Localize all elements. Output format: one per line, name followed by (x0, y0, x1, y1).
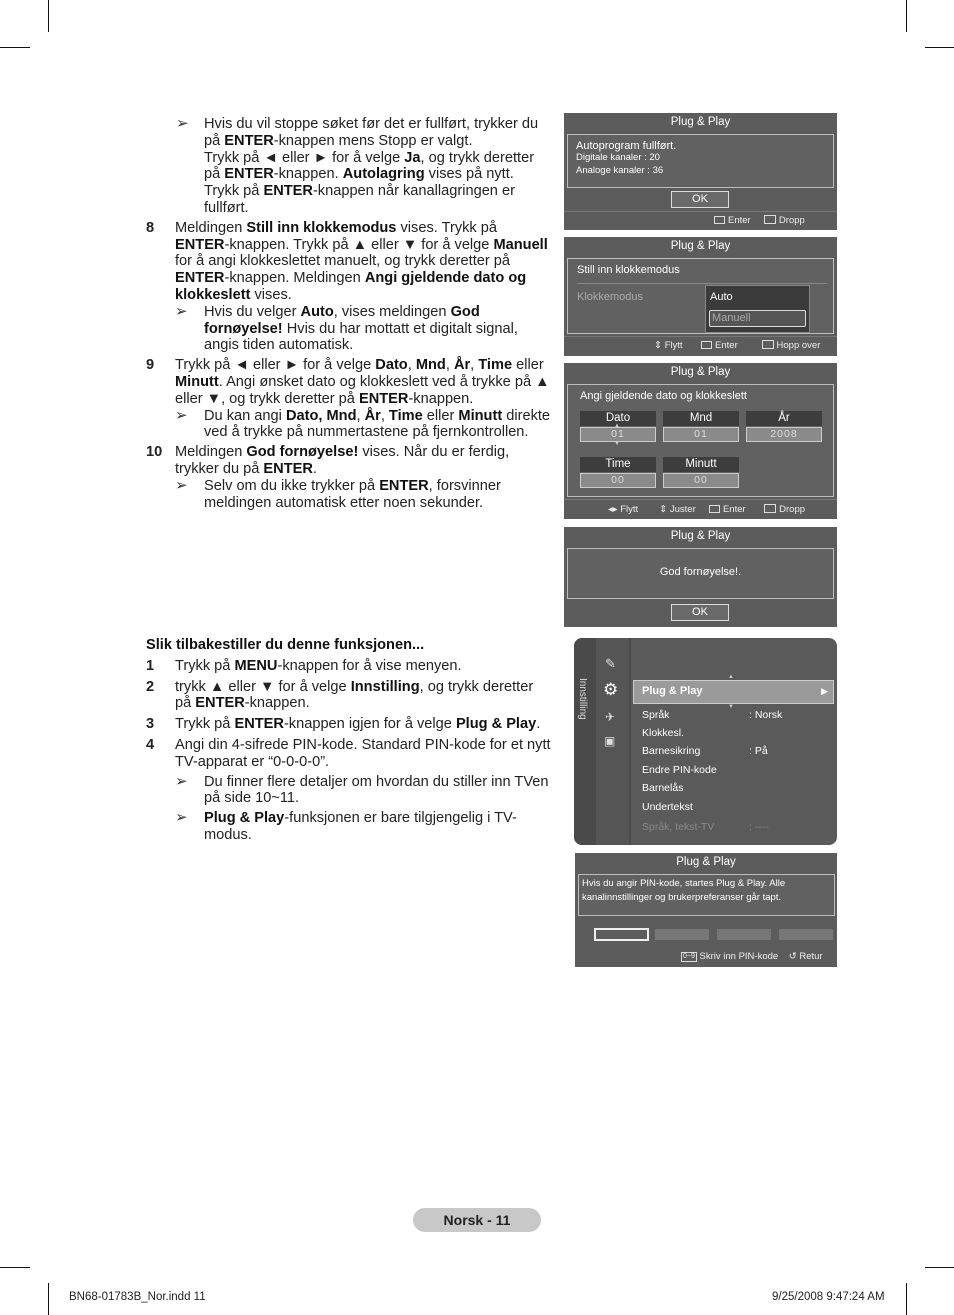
divider (564, 211, 837, 212)
reset-step-2: 2 trykk ▲ eller ▼ for å velge Innstilling, og trykk deretter på ENTER-knappen. (146, 678, 534, 712)
crop-mark (906, 1283, 907, 1315)
osd-enjoy (564, 527, 837, 627)
updown-icon: ⇕ (659, 504, 668, 515)
dato-field[interactable]: 01 (580, 427, 656, 442)
updown-icon: ⇕ (654, 340, 662, 351)
ok-button[interactable]: OK (671, 191, 729, 208)
osd-date-time (564, 363, 837, 519)
reset-step-3: 3 Trykk på ENTER-knappen igjen for å velge Plug & Play. (146, 716, 541, 733)
osd-title: Plug & Play (670, 116, 731, 128)
clock-mode-label: Klokkemodus (577, 291, 644, 303)
leftright-icon: ◂▸ (608, 504, 618, 515)
menu-item[interactable]: Klokkesl. (642, 727, 685, 739)
pin-digit-4[interactable] (779, 929, 833, 940)
crop-mark (925, 1267, 954, 1268)
channel-icon[interactable]: ✈ (605, 710, 616, 724)
arrow-icon: ➢ (175, 772, 188, 790)
osd-date-box: Angi gjeldende dato og klokkeslett Dato Mnd År 01 01 2008 ▲ ▼ Time Minutt 00 00 (567, 384, 834, 497)
label-dato: Dato (580, 411, 656, 426)
side-label: Innstilling (577, 678, 588, 720)
note-details: ➢ Du finner flere detaljer om hvordan du stiller inn TVen på side 10~11. (175, 772, 549, 807)
down-arrow-icon: ▼ (614, 441, 620, 447)
osd-title: Plug & Play (670, 366, 731, 378)
enter-icon (714, 216, 725, 224)
arrow-icon: ➢ (175, 406, 188, 424)
skip-icon (764, 215, 776, 224)
return-icon: ↺ (788, 951, 797, 962)
label-time: Time (580, 457, 656, 472)
crop-mark (0, 1267, 30, 1268)
osd-title: Plug & Play (670, 240, 731, 252)
skip-icon (764, 504, 776, 513)
crop-mark (48, 0, 49, 32)
note-stop-search: ➢ Hvis du vil stoppe søket før det er fullført, trykker du på ENTER-knappen mens Stopp er valgt. Trykk på ◄ eller ► for å velge Ja, og trykk deretter på ENTER-knappen. Autolagring vises på nytt. Trykk på ENTER-knappen når kanallagringen er fullført. (176, 115, 539, 216)
crop-mark (925, 47, 954, 48)
crop-mark (48, 1283, 49, 1315)
menu-down-arrow-icon: ▼ (728, 704, 734, 710)
label-minutt: Minutt (663, 457, 739, 472)
number-keys-icon: 0~9 (683, 953, 695, 960)
mnd-field[interactable]: 01 (663, 427, 739, 442)
osd-message-box: Hvis du angir PIN-kode, startes Plug & Play. Alle kanalinnstillinger og brukerpreferanser går tapt. (578, 874, 835, 916)
divider (564, 499, 837, 500)
reset-section (146, 637, 551, 846)
instruction-text (146, 116, 551, 513)
skip-icon (762, 340, 774, 349)
pin-digit-1[interactable] (594, 928, 649, 941)
settings-menu: Innstilling ✎ ⚙ ✈ ▣ ▲ Plug & Play ▶ ▼ Språk : Norsk Klokkesl. Barnesikring : På Endre PIN-kode Barnelås Undertekst Språk, tekst-TV : ---- (574, 638, 837, 845)
menu-item-plug-play[interactable]: Plug & Play ▶ (633, 680, 834, 704)
page-number: Norsk - 11 (413, 1208, 541, 1232)
menu-item[interactable]: Endre PIN-kode (642, 764, 717, 776)
enter-icon (701, 341, 712, 349)
arrow-icon: ➢ (175, 809, 188, 827)
note-auto-dismiss: ➢ Selv om du ikke trykker på ENTER, forsvinner meldingen automatisk etter noen sekunder. (175, 476, 501, 511)
arrow-icon: ➢ (175, 476, 188, 494)
chevron-right-icon: ▶ (821, 686, 828, 696)
osd-pin (575, 853, 837, 967)
osd-autoprogram (564, 113, 837, 230)
note-direct-entry: ➢ Du kan angi Dato, Mnd, År, Time eller Minutt direkte ved å trykke på nummertastene på fjernkontrollen. (175, 406, 551, 441)
osd-clock-mode (564, 237, 837, 356)
label-ar: År (746, 411, 822, 426)
option-auto[interactable]: Auto (710, 291, 733, 303)
gear-icon[interactable]: ⚙ (603, 680, 619, 699)
arrow-icon: ➢ (176, 115, 189, 132)
osd-message-box: God fornøyelse!. (567, 548, 834, 599)
osd-title: Plug & Play (676, 856, 736, 868)
osd-message-box: Autoprogram fullført. Digitale kanaler : 20 Analoge kanaler : 36 (567, 134, 834, 188)
note-tv-mode: ➢ Plug & Play-funksjonen er bare tilgjengelig i TV-modus. (175, 809, 517, 843)
input-icon[interactable]: ▣ (604, 734, 616, 748)
option-manuell[interactable]: Manuell (709, 310, 806, 327)
menu-item[interactable]: Undertekst (642, 801, 693, 813)
osd-footer: ◂▸ Flytt ⇕ Juster Enter Dropp (608, 504, 806, 515)
menu-item[interactable]: Språk (642, 709, 670, 721)
crop-mark (0, 47, 30, 48)
osd-footer: ⇕ Flytt Enter Hopp over (654, 340, 821, 351)
step-8: 8 Meldingen Still inn klokkemodus vises. Trykk på ENTER-knappen. Trykk på ▲ eller ▼ for å velge Manuell for å angi klokkeslettet manuelt, og trykk deretter på ENTER-knappen. Meldingen Angi gjeldende dato og klokkeslett vises. ➢ Hvis du velger Auto, vises meldingen God fornøyelse! Hvis du har mottatt et digitalt signal, angis tiden automatisk. (146, 220, 551, 354)
osd-settings-box: Still inn klokkemodus Klokkemodus Auto Manuell (567, 258, 834, 334)
date-slug: 9/25/2008 9:47:24 AM (772, 1291, 885, 1303)
menu-item: Språk, tekst-TV (642, 821, 715, 833)
step-9: 9 Trykk på ◄ eller ► for å velge Dato, Mnd, År, Time eller Minutt. Angi ønsket dato og klokkeslett ved å trykke på ▲ eller ▼, og trykk deretter på ENTER-knappen. ➢ Du kan angi Dato, Mnd, År, Time eller Minutt direkte ved å trykke på nummertastene på fjernkontrollen. (146, 357, 551, 441)
picture-icon[interactable]: ✎ (605, 656, 616, 671)
menu-item[interactable]: Barnesikring (642, 745, 701, 757)
reset-step-4: 4 Angi din 4-sifrede PIN-kode. Standard PIN-kode for et nytt TV-apparat er “0-0-0-0”. ➢ Du finner flere detaljer om hvordan du stiller inn TVen på side 10~11. ➢ Plug & Play-funksjonen er bare tilgjengelig i TV-modus. (146, 736, 551, 843)
divider (564, 336, 837, 337)
time-field[interactable]: 00 (580, 473, 656, 488)
enter-icon (709, 505, 720, 513)
reset-step-1: 1 Trykk på MENU-knappen for å vise menyen. (146, 657, 462, 674)
menu-item[interactable]: Barnelås (642, 782, 684, 794)
note-auto: ➢ Hvis du velger Auto, vises meldingen God fornøyelse! Hvis du har mottatt et digitalt signal, angis tiden automatisk. (175, 302, 518, 354)
clock-mode-dropdown[interactable] (705, 285, 810, 333)
pin-digit-3[interactable] (717, 929, 771, 940)
crop-mark (906, 0, 907, 32)
file-slug: BN68-01783B_Nor.indd 11 (69, 1291, 206, 1303)
ok-button[interactable]: OK (671, 604, 729, 621)
minutt-field[interactable]: 00 (663, 473, 739, 488)
osd-footer: Enter Dropp (714, 215, 805, 226)
label-mnd: Mnd (663, 411, 739, 426)
ar-field[interactable]: 2008 (746, 427, 822, 442)
arrow-icon: ➢ (175, 302, 188, 320)
section-title: Slik tilbakestiller du denne funksjonen... (146, 637, 425, 653)
up-arrow-icon: ▲ (614, 423, 620, 429)
step-10: 10 Meldingen God fornøyelse! vises. Når du er ferdig, trykker du på ENTER. ➢ Selv om du ikke trykker på ENTER, forsvinner meldingen automatisk etter noen sekunder. (146, 444, 551, 511)
menu-up-arrow-icon: ▲ (728, 674, 734, 680)
pin-digit-2[interactable] (655, 929, 709, 940)
osd-title: Plug & Play (670, 530, 731, 542)
osd-footer: 0~9 Skriv inn PIN-kode ↺ Retur (683, 951, 823, 962)
